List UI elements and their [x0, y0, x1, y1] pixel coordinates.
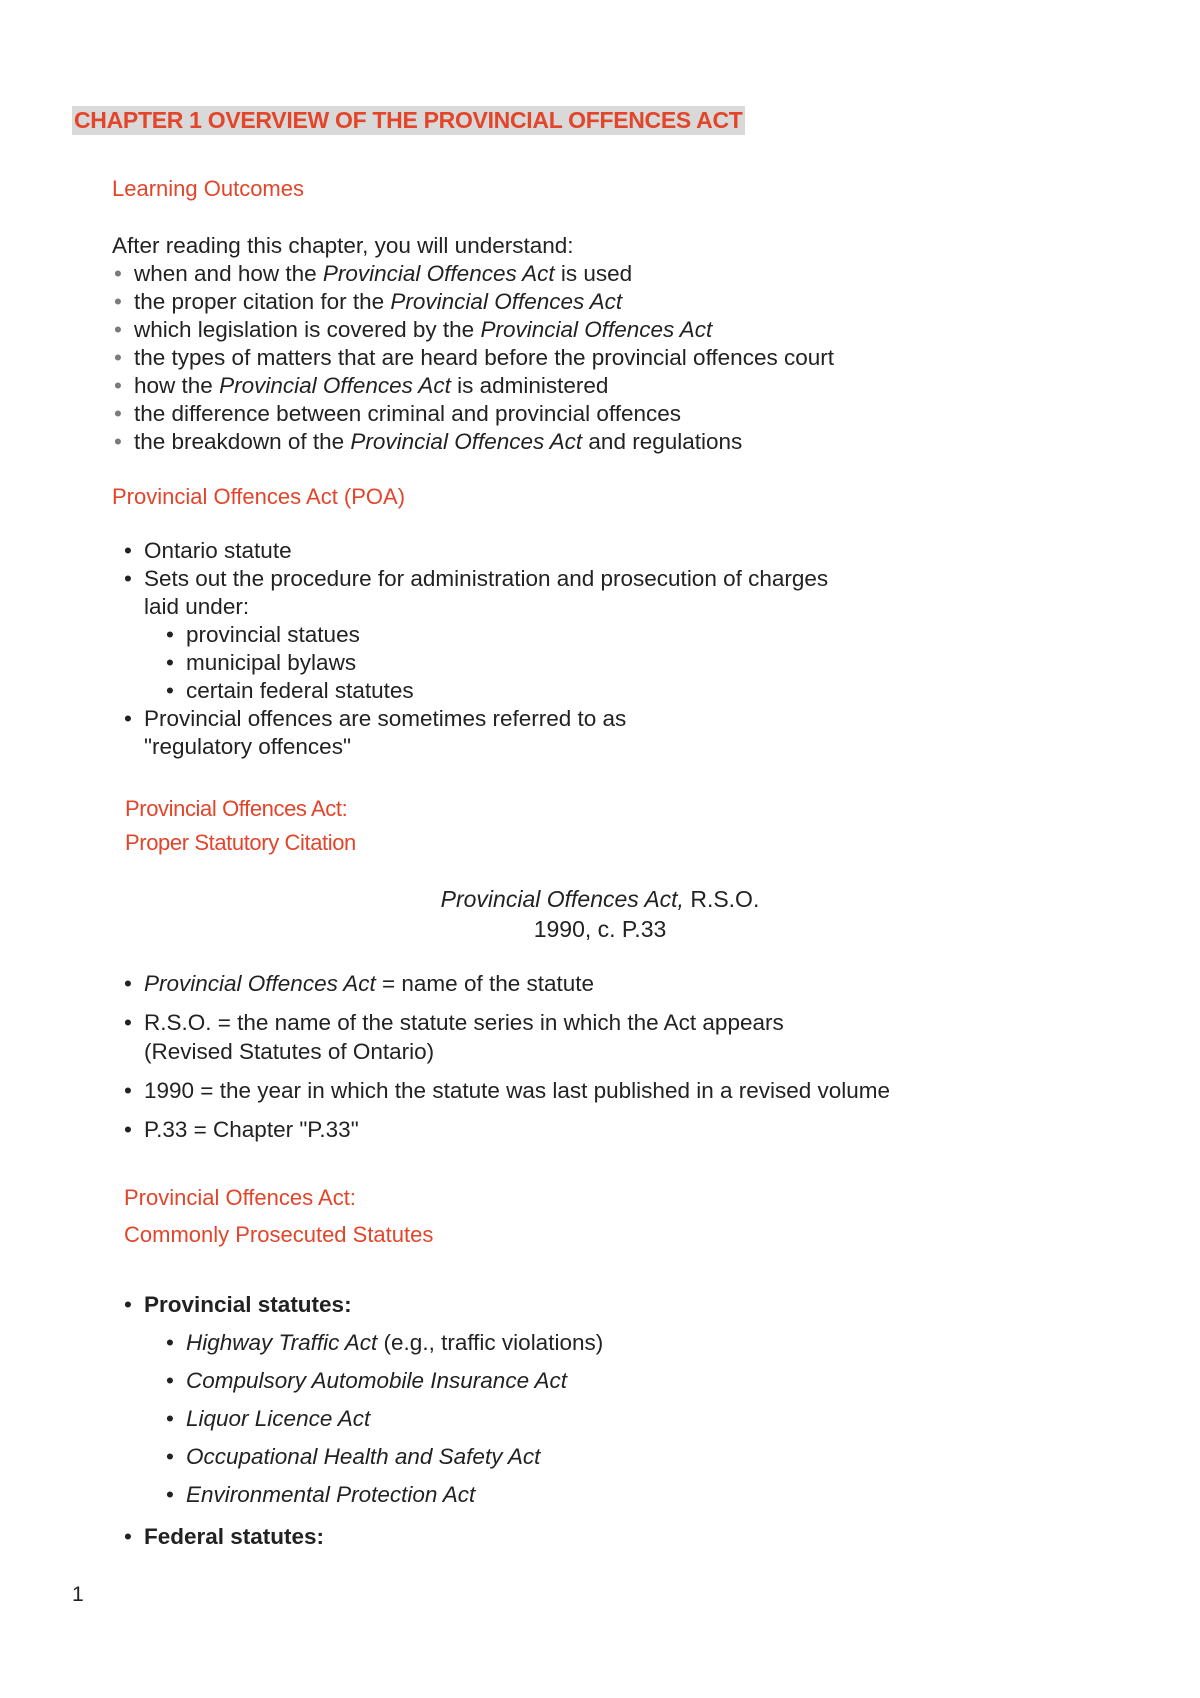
provincial-statutes-label: • Provincial statutes: [144, 1292, 352, 1317]
learning-outcomes-heading: Learning Outcomes [112, 176, 304, 201]
citation-heading-line2: Proper Statutory Citation [125, 830, 356, 855]
list-item: • the difference between criminal and provincial offences [112, 400, 834, 428]
list-item: • Provincial Offences Act = name of the statute [124, 969, 890, 998]
list-item: • 1990 = the year in which the statute was last published in a revised volume [124, 1076, 890, 1105]
learning-outcomes-list [112, 260, 834, 456]
statutes-heading-line2: Commonly Prosecuted Statutes [124, 1222, 434, 1247]
list-item: • P.33 = Chapter "P.33" [124, 1115, 890, 1144]
list-item: • Highway Traffic Act (e.g., traffic violations) [166, 1328, 603, 1366]
list-item: • Provincial offences are sometimes referred to as "regulatory offences" [124, 705, 828, 761]
list-item: • Compulsory Automobile Insurance Act [166, 1366, 603, 1404]
list-item: • Liquor Licence Act [166, 1404, 603, 1442]
learning-intro: After reading this chapter, you will understand: [112, 233, 574, 258]
poa-sub-list [144, 621, 828, 705]
statutes-list [124, 1290, 603, 1552]
statutes-heading-line1: Provincial Offences Act: [124, 1185, 356, 1210]
list-item: • the types of matters that are heard before the provincial offences court [112, 344, 834, 372]
list-item [124, 1522, 603, 1552]
list-item: • Sets out the procedure for administration and prosecution of charges laid under: • provincial statues • municipal bylaws • certain federal statutes [124, 565, 828, 705]
list-item: • R.S.O. = the name of the statute series in which the Act appears (Revised Statutes of Ontario) [124, 1008, 890, 1066]
list-item: • provincial statues [166, 621, 828, 649]
list-item: • the breakdown of the Provincial Offences Act and regulations [112, 428, 834, 456]
list-item: • Environmental Protection Act [166, 1480, 603, 1518]
list-item: • certain federal statutes [166, 677, 828, 705]
list-item: • the proper citation for the Provincial Offences Act [112, 288, 834, 316]
list-item: • Occupational Health and Safety Act [166, 1442, 603, 1480]
list-item: • municipal bylaws [166, 649, 828, 677]
learning-outcomes-section [112, 232, 834, 456]
list-item: • when and how the Provincial Offences Act is used [112, 260, 834, 288]
poa-list [124, 537, 828, 761]
provincial-statutes-list [144, 1328, 603, 1518]
list-item: • Ontario statute [124, 537, 828, 565]
chapter-title: CHAPTER 1 OVERVIEW OF THE PROVINCIAL OFFENCES ACT [74, 107, 743, 133]
statutory-citation: Provincial Offences Act, R.S.O. 1990, c. P.33 [440, 886, 760, 942]
list-item: • how the Provincial Offences Act is administered [112, 372, 834, 400]
list-item: • which legislation is covered by the Provincial Offences Act [112, 316, 834, 344]
list-item [124, 1290, 603, 1518]
federal-statutes-label: • Federal statutes: [144, 1524, 325, 1549]
citation-explanation-list [124, 969, 890, 1154]
page-number: 1 [72, 1583, 84, 1606]
citation-heading-line1: Provincial Offences Act: [125, 796, 348, 821]
poa-heading: Provincial Offences Act (POA) [112, 484, 406, 509]
